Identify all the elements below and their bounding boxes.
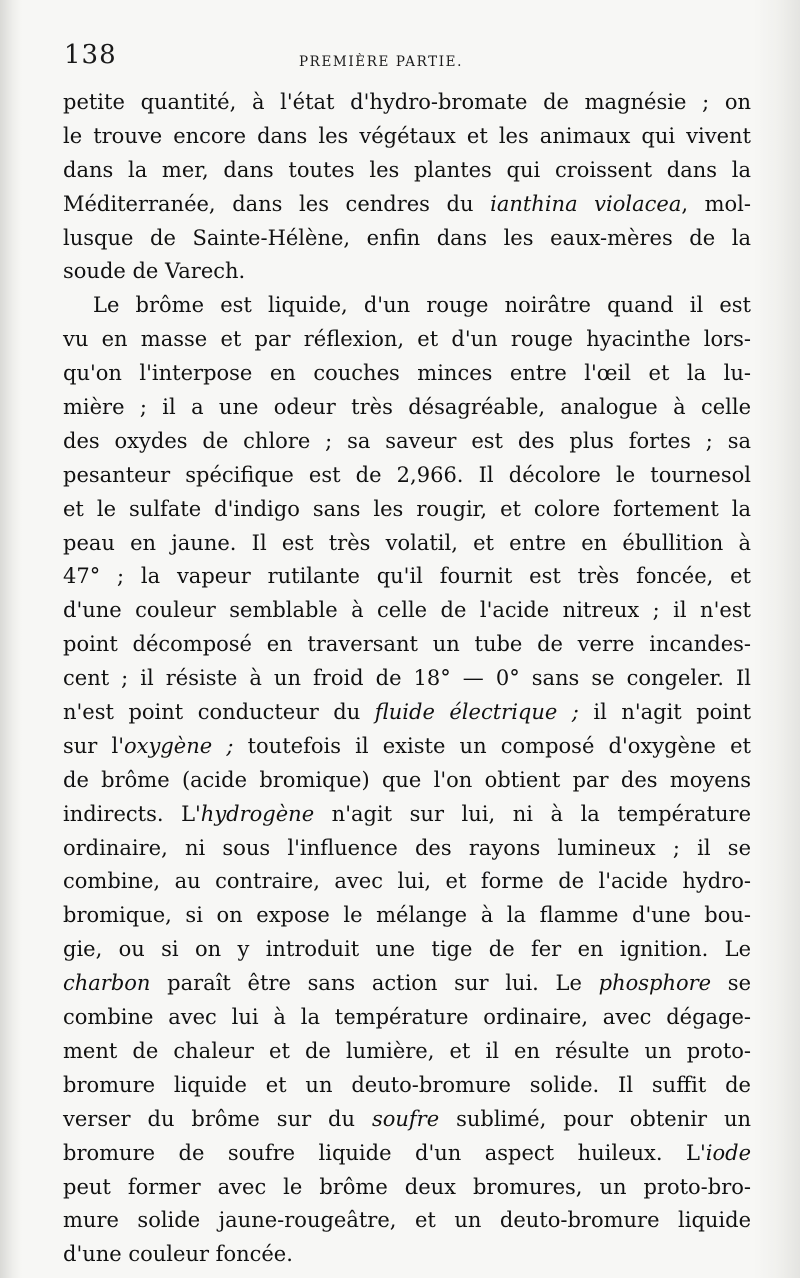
page-number: 138 (64, 40, 117, 70)
text-line: ment de chaleur et de lumière, et il en résulte un proto- (63, 1038, 751, 1063)
text-run: sur l' (63, 733, 124, 758)
body-text (63, 86, 751, 1272)
text-run: bromure de soufre liquide d'un aspect huileux. L' (63, 1140, 706, 1165)
text-line: des oxydes de chlore ; sa saveur est des plus fortes ; sa (63, 428, 751, 453)
text-line: mure solide jaune-rougeâtre, et un deuto-bromure liquide (63, 1208, 751, 1233)
text-line (63, 1137, 751, 1171)
text-line: de brôme (acide bromique) que l'on obtient par des moyens (63, 767, 751, 792)
italic-term: phosphore (598, 971, 712, 996)
text-line: et le sulfate d'indigo sans les rougir, et colore fortement la (63, 496, 751, 521)
text-line: 47° ; la vapeur rutilante qu'il fournit est très foncée, et (63, 564, 751, 589)
text-run: , mol- (681, 191, 751, 216)
italic-term: fluide électrique ; (374, 700, 579, 725)
text-line (63, 188, 751, 222)
italic-term: ianthina violacea (490, 191, 682, 216)
text-line: d'une couleur foncée. (63, 1242, 293, 1267)
text-line: bromique, si on expose le mélange à la flamme d'une bou- (63, 903, 751, 928)
text-line: ordinaire, ni sous l'influence des rayons lumineux ; il se (63, 835, 751, 860)
running-title: PREMIÈRE PARTIE. (299, 54, 464, 70)
text-line (63, 798, 751, 832)
text-line: point décomposé en traversant un tube de verre incandes- (63, 632, 751, 657)
text-line: qu'on l'interpose en couches minces entre l'œil et la lu- (63, 361, 751, 386)
text-line: peau en jaune. Il est très volatil, et entre en ébullition à (63, 530, 751, 555)
italic-term: iode (705, 1140, 751, 1165)
text-run: sublimé, pour obtenir un (439, 1106, 751, 1131)
text-run: se (711, 971, 751, 996)
text-line: cent ; il résiste à un froid de 18° — 0° sans se congeler. Il (63, 666, 751, 691)
text-run: n'est point conducteur du (63, 700, 375, 725)
text-run: verser du brôme sur du (63, 1106, 372, 1131)
text-run: paraît être sans action sur lui. Le (150, 971, 599, 996)
italic-term: soufre (371, 1106, 440, 1131)
text-line: d'une couleur semblable à celle de l'acide nitreux ; il n'est (63, 598, 751, 623)
text-line (63, 1103, 751, 1137)
text-line: mière ; il a une odeur très désagréable, analogue à celle (63, 395, 751, 420)
text-line (63, 967, 751, 1001)
italic-term: charbon (63, 971, 151, 996)
text-line: dans la mer, dans toutes les plantes qui croissent dans la (63, 157, 751, 182)
text-line: peut former avec le brôme deux bromures, un proto-bro- (63, 1174, 751, 1199)
text-line: Le brôme est liquide, d'un rouge noirâtre quand il est (93, 293, 751, 318)
text-run: indirects. L' (63, 801, 201, 826)
text-line: combine, au contraire, avec lui, et forme de l'acide hydro- (63, 869, 751, 894)
text-line: le trouve encore dans les végétaux et les animaux qui vivent (63, 123, 751, 148)
text-line: petite quantité, à l'état d'hydro-bromate de magnésie ; on (63, 90, 751, 114)
text-line: pesanteur spécifique est de 2,966. Il décolore le tournesol (63, 462, 751, 487)
page-header (64, 36, 754, 76)
text-run: Méditerranée, dans les cendres du (63, 191, 491, 216)
italic-term: oxygène ; (124, 733, 234, 758)
text-line (63, 730, 751, 764)
page-gutter-shadow (0, 0, 22, 1278)
text-line: vu en masse et par réflexion, et d'un rouge hyacinthe lors- (63, 327, 751, 352)
text-run: toutefois il existe un composé d'oxygène et (233, 733, 751, 758)
text-line: lusque de Sainte-Hélène, enfin dans les eaux-mères de la (63, 225, 751, 250)
text-run: il n'agit point (578, 700, 752, 725)
page-edge-shadow (754, 0, 800, 1278)
text-line (63, 696, 751, 730)
italic-term: hydrogène (200, 801, 315, 826)
text-line: bromure liquide et un deuto-bromure solide. Il suffit de (63, 1072, 751, 1097)
text-line: gie, ou si on y introduit une tige de fer en ignition. Le (63, 937, 751, 962)
text-line: combine avec lui à la température ordinaire, avec dégage- (63, 1005, 751, 1030)
text-run: n'agit sur lui, ni à la température (314, 801, 751, 826)
text-line: soude de Varech. (63, 259, 246, 284)
